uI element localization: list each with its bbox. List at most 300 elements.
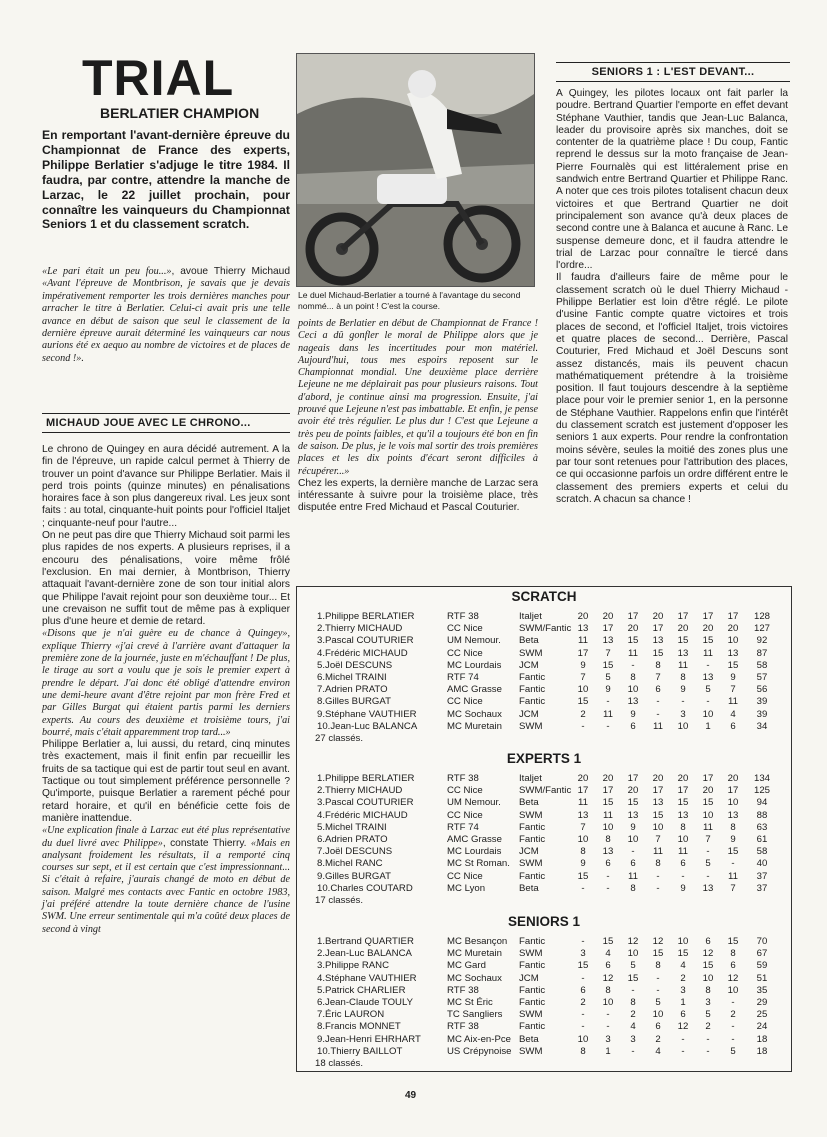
- round-score: -: [656, 870, 660, 882]
- rider-position: 8.: [317, 1021, 326, 1033]
- total-score: 29: [756, 997, 768, 1008]
- rider-name: Pascal COUTURIER: [325, 635, 414, 647]
- rider-position-name: [317, 672, 387, 684]
- total-score: 125: [753, 785, 770, 797]
- round-score: 3: [580, 948, 586, 960]
- round-score: -: [656, 972, 660, 984]
- rider-motorcycle: Fantic: [519, 997, 546, 1008]
- round-score: 5: [630, 960, 636, 972]
- round-score: 11: [578, 635, 588, 647]
- rider-position: 4.: [317, 972, 326, 984]
- photo-caption: Le duel Michaud-Berlatier a tourné à l'avantage du second nommé... à un point ! C'est la course.: [298, 290, 521, 311]
- round-score: 12: [627, 936, 639, 947]
- rider-name: Gilles BURGAT: [325, 696, 391, 708]
- rider-name: Jean-Henri EHRHART: [325, 1033, 421, 1045]
- round-score: 10: [702, 809, 714, 821]
- rider-position-name: [317, 936, 414, 948]
- rider-name: Frédéric MICHAUD: [325, 647, 408, 659]
- results-row: [297, 985, 791, 997]
- rider-motorcycle: Beta: [519, 1033, 539, 1045]
- rider-name: Stéphane VAUTHIER: [325, 708, 417, 720]
- rider-club: CC Nice: [447, 696, 483, 708]
- rider-position-name: [317, 623, 402, 635]
- round-score: 10: [602, 821, 614, 833]
- rider-name: Philippe BERLATIER: [325, 773, 415, 784]
- round-score: 4: [680, 960, 686, 972]
- results-row: [297, 810, 791, 822]
- results-row: [297, 797, 791, 809]
- rider-position-name: [317, 1034, 421, 1046]
- quote-fragment: «Mais en analysant froidement les résultats, il a remporté cinq courses sur sept, et il est certain que c'est impressionnant... Si c'était à refaire, j'aurais changé de moto en début de saison. Malgré mes contacts avec Fantic en octobre 1983, j'ai préféré attendre la toute dernière chance de l'usine SWM. Une erreur sentimentale qui m'a coûté deux places de second à vingt: [42, 837, 291, 935]
- column-2-text: [298, 318, 538, 515]
- round-score: 15: [702, 635, 714, 647]
- total-score: 87: [756, 647, 768, 659]
- round-score: 8: [580, 846, 586, 858]
- total-score: 58: [756, 846, 768, 858]
- round-score: 8: [730, 821, 736, 833]
- rider-position-name: [317, 635, 414, 647]
- rider-motorcycle: Fantic: [519, 936, 546, 947]
- total-score: 56: [756, 684, 768, 696]
- rider-position: 8.: [317, 858, 326, 870]
- total-score: 37: [756, 870, 768, 882]
- paragraph-mixed: [42, 825, 290, 936]
- rider-position: 10.: [317, 1045, 331, 1057]
- trial-rider-photo: [296, 53, 535, 287]
- round-score: 2: [580, 997, 586, 1008]
- round-score: 4: [730, 708, 736, 720]
- rider-club: AMC Grasse: [447, 834, 502, 845]
- round-score: -: [681, 696, 685, 708]
- rider-position: 1.: [317, 611, 326, 622]
- round-score: 8: [580, 1045, 586, 1057]
- round-score: 13: [677, 809, 689, 821]
- rider-club: UM Nemour.: [447, 797, 501, 809]
- round-score: -: [656, 696, 660, 708]
- paragraph: Chez les experts, la dernière manche de Larzac sera intéressante à suivre pour la troisième place, très disputée entre Fred Michaud et Pascal Couturier.: [298, 477, 538, 514]
- rider-position-name: [317, 871, 391, 883]
- rider-position-name: [317, 985, 406, 997]
- round-score: 3: [630, 1033, 636, 1045]
- round-score: 10: [727, 635, 739, 647]
- round-score: 13: [702, 672, 714, 683]
- round-score: 4: [630, 1021, 636, 1033]
- rider-club: MC Aix-en-Pce: [447, 1033, 511, 1045]
- round-score: 10: [702, 972, 714, 984]
- round-score: -: [606, 870, 610, 882]
- round-score: 9: [630, 708, 636, 720]
- round-score: 4: [605, 948, 611, 960]
- rider-position: 6.: [317, 672, 326, 683]
- paragraph-quote: points de Berlatier en début de Championnat de France ! Ceci a dû gonfler le moral de Philippe alors que je nageais dans les incertitudes pour mon matériel. Aujourd'hui, tous mes espoirs reposent sur le Championnat mondial. Une deuxième place derrière Lejeune ne me déplairait pas pour plusieurs raisons. Tout d'abord, je continue ainsi ma progression. Ensuite, j'ai prouvé que Lejeune n'est pas imbattable. Et enfin, je pense avoir été très régulier. Le plus dur ! C'est que Lejeune a très peu de points faibles, et qu'il a toujours été bon en fin de saison. De plus, je le vois mal sortir des trois premières places et les dix points d'écart seront difficiles à récupérer...»: [298, 318, 538, 477]
- round-score: 8: [655, 960, 661, 972]
- rider-name: Philippe RANC: [325, 960, 390, 972]
- round-score: 11: [678, 659, 688, 671]
- round-score: 5: [705, 858, 711, 870]
- round-score: -: [706, 846, 710, 858]
- round-score: 15: [702, 960, 714, 972]
- results-row: [297, 973, 791, 985]
- round-score: 9: [730, 672, 736, 683]
- round-score: 17: [727, 785, 739, 797]
- section-heading-michaud: MICHAUD JOUE AVEC LE CHRONO...: [42, 413, 290, 433]
- rider-name: Joël DESCUNS: [325, 846, 393, 858]
- rider-motorcycle: Fantic: [519, 1021, 546, 1033]
- round-score: -: [581, 1009, 585, 1021]
- round-score: -: [606, 720, 610, 732]
- round-score: 10: [627, 948, 639, 960]
- round-score: 10: [677, 834, 689, 845]
- rider-name: Pascal COUTURIER: [325, 797, 414, 809]
- round-score: 20: [627, 623, 639, 635]
- rider-position-name: [317, 858, 383, 870]
- round-score: 15: [677, 797, 689, 809]
- rider-club: MC Sochaux: [447, 972, 502, 984]
- results-box: [296, 586, 792, 1072]
- round-score: 9: [605, 684, 611, 696]
- rider-name: Bertrand QUARTIER: [325, 936, 414, 947]
- rider-motorcycle: Fantic: [519, 696, 546, 708]
- rider-name: Michel TRAINI: [325, 672, 387, 683]
- results-row: [297, 660, 791, 672]
- total-score: 25: [756, 1009, 768, 1021]
- round-score: 13: [727, 647, 739, 659]
- round-score: 12: [677, 1021, 689, 1033]
- round-score: 8: [630, 882, 636, 894]
- round-score: 11: [728, 696, 738, 708]
- round-score: 11: [628, 870, 638, 882]
- rider-name: Adrien PRATO: [325, 684, 388, 696]
- round-score: 8: [630, 997, 636, 1008]
- round-score: 15: [577, 870, 589, 882]
- rider-position: 8.: [317, 696, 326, 708]
- rider-club: CC Nice: [447, 647, 483, 659]
- results-row: [297, 709, 791, 721]
- round-score: 2: [730, 1009, 736, 1021]
- paragraph: Il faudra d'ailleurs faire de même pour le classement scratch où le duel Thierry Michaud - Philippe Berlatier est loin d'être réglé. Le pilote d'usine Fantic compte quatre victoires et trois places de second, et l'officiel Italjet, trois victoires et quatre places de second... Derrière, Pascal Couturier, Fred Michaud et Joël Descuns sont assez distancés, mais ils peuvent chacun mathématiquement prétendre à la troisième position. Il faut toujours descendre à la septième place pour voir le premier senior 1, en la personne de Stéphane Vauthier. Rappelons enfin que l'intérêt du classement scratch est justement d'opposer les seniors 1 aux experts. Pour rendre la confrontation moins sévère, seules la moitié des zones plus une par tour sont retenues pour l'attribution des places, ce qui occasionne parfois un ordre différent entre le classement des premiers experts et celui du scratch. A chacun sa chance !: [556, 272, 789, 505]
- round-score: 6: [730, 960, 736, 972]
- rider-position: 3.: [317, 635, 326, 647]
- rider-name: Francis MONNET: [325, 1021, 401, 1033]
- rider-motorcycle: SWM/Fantic: [519, 623, 572, 635]
- results-row: [297, 1046, 791, 1058]
- results-row: [297, 648, 791, 660]
- rider-position-name: [317, 960, 389, 972]
- column-1-text: [42, 444, 290, 936]
- rider-name: Thierry MICHAUD: [325, 785, 403, 797]
- total-score: 35: [756, 984, 768, 996]
- rider-motorcycle: Italjet: [519, 773, 542, 784]
- rider-club: US Crépynoise: [447, 1045, 512, 1057]
- round-score: 5: [705, 1009, 711, 1021]
- rider-position-name: [317, 834, 388, 846]
- rider-position: 5.: [317, 984, 326, 996]
- rider-name: Michel RANC: [325, 858, 383, 870]
- round-score: 8: [730, 948, 736, 960]
- total-score: 88: [756, 809, 768, 821]
- round-score: 20: [677, 623, 689, 635]
- round-score: 11: [703, 647, 713, 659]
- rider-motorcycle: JCM: [519, 659, 539, 671]
- round-score: 6: [655, 684, 661, 696]
- rider-motorcycle: Fantic: [519, 870, 546, 882]
- round-score: 4: [655, 1045, 661, 1057]
- round-score: -: [731, 1033, 735, 1045]
- paragraph: A Quingey, les pilotes locaux ont fait parler la poudre. Bertrand Quartier l'emporte en effet devant Stéphane Vauthier, tandis que Jean-Luc Balanca, leader du provisoire après six manches, doit se contenter de la quatrième place ! Du coup, Fantic reprend le dessus sur la moto française de Jean-Pierre Fournalès qui est littéralement prise en sandwich entre Bertrand Quartier et Philippe Ranc. A noter que ces trois pilotes totalisent chacun deux victoires et que Bertrand Quartier ne doit principalement son avance qu'à deux places de second contre une à Balanca et aucune à Ranc. Le suspense demeure donc, et il faudra attendre le trial de Larzac pour connaître le tiercé dans l'ordre...: [556, 88, 788, 272]
- rider-motorcycle: Fantic: [519, 834, 546, 845]
- total-score: 51: [756, 972, 768, 984]
- rider-motorcycle: Fantic: [519, 960, 546, 972]
- round-score: -: [681, 870, 685, 882]
- round-score: 10: [727, 797, 739, 809]
- round-score: 15: [652, 809, 664, 821]
- round-score: 17: [627, 611, 639, 622]
- round-score: 6: [680, 858, 686, 870]
- round-score: 15: [577, 960, 589, 972]
- quote-fragment: «Une explication finale à Larzac eut été plus représentative du duel livré avec Philippe»: [42, 825, 290, 849]
- round-score: 17: [702, 611, 714, 622]
- round-score: 13: [577, 809, 589, 821]
- rider-position-name: [317, 648, 408, 660]
- round-score: 15: [702, 797, 714, 809]
- rider-position: 6.: [317, 997, 326, 1008]
- rider-position-name: [317, 822, 387, 834]
- classified-count: 17 classés.: [315, 895, 363, 906]
- round-score: -: [581, 1021, 585, 1033]
- rider-motorcycle: Fantic: [519, 984, 546, 996]
- round-score: 20: [577, 773, 589, 784]
- rider-club: MC St Éric: [447, 997, 493, 1008]
- round-score: 13: [652, 797, 664, 809]
- rider-club: RTF 38: [447, 984, 479, 996]
- round-score: 6: [630, 858, 636, 870]
- rider-club: MC St Roman.: [447, 858, 510, 870]
- rider-position: 10.: [317, 720, 331, 732]
- round-score: 15: [677, 948, 689, 960]
- results-row: [297, 846, 791, 858]
- round-score: 15: [627, 797, 639, 809]
- round-score: 15: [727, 659, 739, 671]
- round-score: 10: [677, 936, 689, 947]
- round-score: -: [581, 972, 585, 984]
- round-score: 8: [605, 984, 611, 996]
- total-score: 63: [756, 821, 768, 833]
- rider-position: 5.: [317, 659, 326, 671]
- results-row: [297, 785, 791, 797]
- paragraph: On ne peut pas dire que Thierry Michaud soit parmi les plus rapides de nos experts. A plusieurs reprises, il a encouru des pénalisations, voire même frôlé l'exclusion. En mai dernier, à Montbrison, Thierry attaquait l'avant-dernière zone de son tour initial alors que Philippe l'avait rejoint pour son deuxième tour... Et une crevaison ne suffit tout de même pas à expliquer plus d'une heure et demie de retard.: [42, 530, 290, 628]
- round-score: 7: [730, 684, 736, 696]
- results-row: [297, 1034, 791, 1046]
- results-row: [297, 696, 791, 708]
- rider-name: Jean-Luc BALANCA: [330, 720, 418, 732]
- round-score: 10: [602, 997, 614, 1008]
- round-score: -: [706, 696, 710, 708]
- rider-name: Gilles BURGAT: [325, 870, 391, 882]
- round-score: -: [606, 696, 610, 708]
- rider-club: RTF 74: [447, 672, 479, 683]
- rider-position-name: [317, 948, 412, 960]
- rider-name: Philippe BERLATIER: [325, 611, 415, 622]
- rider-club: MC Gard: [447, 960, 486, 972]
- round-score: 8: [655, 858, 661, 870]
- rider-position: 7.: [317, 684, 326, 696]
- rider-position: 4.: [317, 809, 326, 821]
- total-score: 24: [756, 1021, 768, 1033]
- round-score: 12: [602, 972, 614, 984]
- total-score: 39: [756, 696, 768, 708]
- total-score: 134: [753, 773, 770, 784]
- round-score: -: [706, 870, 710, 882]
- rider-position-name: [317, 785, 402, 797]
- round-score: 13: [627, 809, 639, 821]
- round-score: 10: [577, 684, 589, 696]
- rider-position-name: [317, 810, 408, 822]
- round-score: -: [731, 858, 735, 870]
- round-score: -: [606, 882, 610, 894]
- rider-position-name: [317, 721, 417, 733]
- rider-club: CC Nice: [447, 809, 483, 821]
- rider-motorcycle: Beta: [519, 797, 539, 809]
- round-score: 17: [677, 611, 689, 622]
- rider-position-name: [317, 611, 414, 623]
- rider-name: Patrick CHARLIER: [325, 984, 406, 996]
- round-score: -: [581, 882, 585, 894]
- page-number: 49: [405, 1090, 417, 1101]
- round-score: 5: [605, 672, 611, 683]
- round-score: 13: [627, 696, 639, 708]
- round-score: 7: [705, 834, 711, 845]
- column-3-text: [556, 88, 788, 506]
- rider-position-name: [317, 696, 391, 708]
- round-score: -: [731, 1021, 735, 1033]
- round-score: 7: [605, 647, 611, 659]
- results-row: [297, 1009, 791, 1021]
- rider-name: Joël DESCUNS: [325, 659, 393, 671]
- round-score: 7: [655, 834, 661, 845]
- round-score: 2: [630, 1009, 636, 1021]
- round-score: 6: [630, 720, 636, 732]
- rider-motorcycle: Beta: [519, 882, 539, 894]
- rider-motorcycle: Beta: [519, 635, 539, 647]
- rider-motorcycle: SWM: [519, 720, 543, 732]
- round-score: 17: [702, 773, 714, 784]
- rider-motorcycle: JCM: [519, 846, 539, 858]
- round-score: -: [706, 1045, 710, 1057]
- round-score: 6: [580, 984, 586, 996]
- round-score: 1: [705, 720, 711, 732]
- rider-position: 4.: [317, 647, 326, 659]
- rider-name: Jean-Claude TOULY: [325, 997, 414, 1008]
- rider-motorcycle: SWM: [519, 647, 543, 659]
- rider-name: Michel TRAINI: [325, 821, 387, 833]
- section-heading-seniors: SENIORS 1 : L'EST DEVANT...: [556, 62, 790, 82]
- round-score: 10: [702, 708, 714, 720]
- round-score: -: [731, 997, 735, 1008]
- rider-motorcycle: Fantic: [519, 821, 546, 833]
- total-score: 128: [753, 611, 770, 622]
- rider-motorcycle: SWM: [519, 858, 543, 870]
- rider-club: RTF 38: [447, 773, 479, 784]
- quote-attribution: , constate Thierry.: [162, 837, 251, 849]
- rider-motorcycle: JCM: [519, 708, 539, 720]
- round-score: 20: [627, 785, 639, 797]
- round-score: 11: [678, 846, 688, 858]
- round-score: 3: [680, 708, 686, 720]
- paragraph: Philippe Berlatier a, lui aussi, du retard, cinq minutes très exactement, mais il finit enfin par recueillir les fruits de sa tactique qui est de partir tout seul en avant. Tactique ou tout simplement préférence personnelle ? Qu'importe, puisque Berlatier a rarement péché pour retard horaire, et qu'il en bénéficie cette fois de manière inattendue.: [42, 739, 290, 824]
- results-row: [297, 871, 791, 883]
- round-score: 15: [652, 647, 664, 659]
- round-score: 11: [603, 809, 613, 821]
- rider-motorcycle: SWM: [519, 1009, 543, 1021]
- round-score: -: [681, 1033, 685, 1045]
- round-score: 10: [677, 720, 689, 732]
- round-score: -: [631, 1045, 635, 1057]
- round-score: 8: [680, 672, 686, 683]
- round-score: 10: [577, 1033, 589, 1045]
- round-score: 2: [705, 1021, 711, 1033]
- rider-club: RTF 38: [447, 611, 479, 622]
- round-score: 12: [652, 936, 664, 947]
- rider-motorcycle: SWM: [519, 1045, 543, 1057]
- round-score: 3: [705, 997, 711, 1008]
- rider-position: 7.: [317, 846, 326, 858]
- round-score: -: [581, 720, 585, 732]
- results-row: [297, 721, 791, 733]
- round-score: 8: [705, 984, 711, 996]
- opening-quote: [42, 266, 290, 365]
- results-row: [297, 997, 791, 1009]
- rider-club: CC Nice: [447, 785, 483, 797]
- round-score: 1: [605, 1045, 611, 1057]
- total-score: 37: [756, 882, 768, 894]
- rider-position: 3.: [317, 960, 326, 972]
- rider-club: AMC Grasse: [447, 684, 502, 696]
- round-score: 17: [577, 647, 589, 659]
- round-score: 8: [680, 821, 686, 833]
- round-score: 10: [577, 834, 589, 845]
- round-score: 20: [602, 611, 614, 622]
- round-score: 17: [652, 785, 664, 797]
- rider-motorcycle: Fantic: [519, 684, 546, 696]
- results-row: [297, 858, 791, 870]
- rider-position: 2.: [317, 623, 326, 635]
- round-score: 15: [727, 846, 739, 858]
- rider-motorcycle: SWM: [519, 948, 543, 960]
- article-subtitle: BERLATIER CHAMPION: [100, 105, 260, 121]
- round-score: 5: [705, 684, 711, 696]
- round-score: 15: [602, 936, 614, 947]
- rider-position-name: [317, 846, 392, 858]
- round-score: 1: [680, 997, 686, 1008]
- round-score: -: [631, 984, 635, 996]
- round-score: 2: [680, 972, 686, 984]
- rider-motorcycle: JCM: [519, 972, 539, 984]
- rider-position: 9.: [317, 870, 326, 882]
- round-score: 15: [627, 972, 639, 984]
- rider-position-name: [317, 973, 417, 985]
- total-score: 57: [756, 672, 768, 683]
- total-score: 18: [756, 1045, 768, 1057]
- rider-name: Adrien PRATO: [325, 834, 388, 845]
- rider-position: 1.: [317, 773, 326, 784]
- results-row: [297, 834, 791, 846]
- total-score: 67: [756, 948, 768, 960]
- round-score: 12: [727, 972, 739, 984]
- results-row: [297, 1021, 791, 1033]
- total-score: 59: [756, 960, 768, 972]
- rider-club: RTF 38: [447, 1021, 479, 1033]
- rider-position: 2.: [317, 948, 326, 960]
